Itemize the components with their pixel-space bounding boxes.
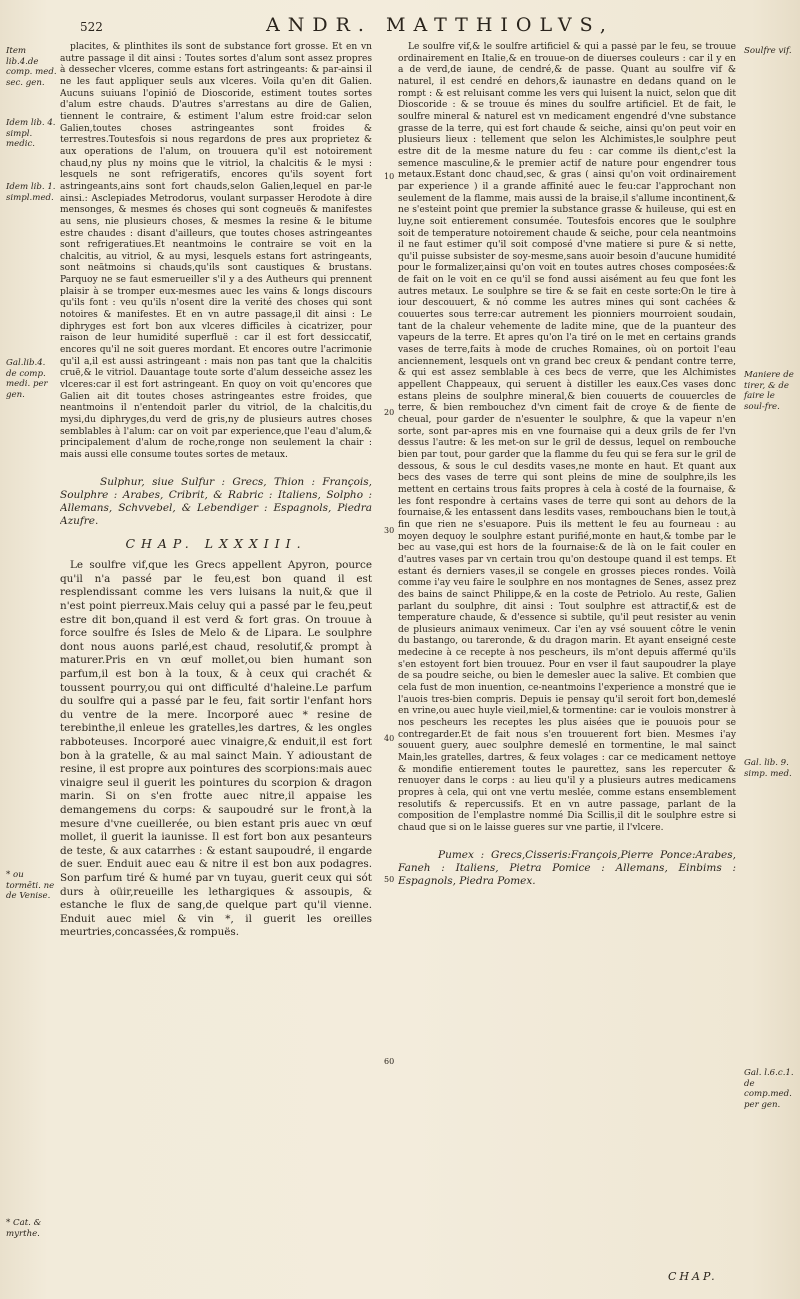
right-margin-note-1: Soulfre vif. bbox=[744, 46, 792, 56]
right-margin-note-2: Maniere de tirer, & de faire le soul-fre. bbox=[744, 370, 794, 412]
left-margin-note-4: Gal.lib.4. de comp. medi. per gen. bbox=[6, 358, 48, 400]
left-column bbox=[60, 42, 372, 1282]
left-margin-note-5: * ou tormēti. ne de Venise. bbox=[6, 870, 55, 901]
left-margin-note-6: * Cat. & myrthe. bbox=[6, 1218, 42, 1239]
page-number: 522 bbox=[80, 20, 103, 34]
left-paragraph-alum: placites, & plinthites ils sont de substance fort grosse. Et en vn autre passage il dit ainsi : Toutes sortes d'alum sont assez propres à dessecher vlceres, comme estans fort astringeants: & par-ainsi il ne les faut appliquer seuls aux vlceres. Voila qu'en dit Galien. Aucuns suiuans l'opinió de Dioscoride, estiment toutes sortes d'alum estre chauds. D'autres s'arrestans au dire de Galien, tiennent le contraire, & estiment l'alum estre froid:car selon Galien,toutes choses astringeantes sont froides & terrestres.Toutesfois si nous regardons de pres aux proprietez & aux operations de l'alum, on trouuera qu'il est notoirement chaud,ny plus ny moins que le vitriol, la chalcitis & le mysi : lesquels ne sont refrigeratifs, encores qu'ils soyent fort astringeants,ains sont fort chauds,selon Galien,lequel en par-le ainsi.: Asclepiades Metrodorus, voulant surpasser Herodote à dire mensonges, & mesmes és choses qui sont cogneuës & manifestes au sens, nie plusieurs choses, & mesmes la resine & le bitume estre chaudes : disant d'ailleurs, que toutes choses astringeantes sont refrigeratiues.Et neantmoins le contraire se voit en la chalcitis, au vitriol, & au mysi, lesquels estans fort astringeants, sont neātmoins si chauds,qu'ils sont caustiques & brustans. Parquoy ne se faut esmerueiller s'il y a des Autheurs qui prennent plaisir à se tromper eux-mesmes auec les vains & longs discours qu'ils font : veu qu'ils n'osent dire la verité des choses qui sont notoires & manifestes. Et en vn autre passage,il dit ainsi : Le diphryges est fort bon aux vlceres difficiles à cicatrizer, pour raison de leur humidité superfluë : car il est fort dessiccatif, encores qu'il ne soit gueres mordant. Et encores outre l'acrimonie qu'il a,il est aussi astringeant : mais non pas tant que la chalcitis cruë,& le vitriol. Dauantage toute sorte d'alum desseiche assez les vlceres:car il est fort astringeant. En quoy on voit qu'encores que Galien ait dit toutes choses astringeantes estre froides, que neantmoins il n'entendoit parler du vitriol, de la chalcitis,du mysi,du diphryges,du verd de gris,ny de plusieurs autres choses semblables à l'alum: car on voit par experience,que l'eau d'alum,& principalement d'alum de roche,ronge non seulement la chair : mais aussi elle consume toutes sortes de metaux. bbox=[60, 42, 372, 460]
left-margin-note-1: Item lib.4.de comp. med. sec. gen. bbox=[6, 46, 57, 88]
line-number: 50 bbox=[384, 875, 395, 884]
line-number: 60 bbox=[384, 1057, 395, 1066]
catchword: CHAP. bbox=[668, 1270, 718, 1283]
left-margin-note-2: Idem lib. 4. simpl. medic. bbox=[6, 118, 56, 149]
line-number: 30 bbox=[384, 526, 395, 535]
right-margin-note-4: Gal. l.6.c.1. de comp.med. per gen. bbox=[744, 1068, 794, 1110]
running-title: ANDR. MATTHIOLVS, bbox=[266, 14, 614, 36]
right-margin-note-3: Gal. lib. 9. simp. med. bbox=[744, 758, 792, 779]
pumex-synonyms: Pumex : Grecs,Cisseris:François,Pierre Ponce:Arabes, Faneh : Italiens, Pietra Pomice : Allemans, Einbims : Espagnols, Piedra Pomex. bbox=[398, 848, 736, 887]
right-paragraph-soulfre: Le soulfre vif,& le soulfre artificiel & qui a passé par le feu, se trouue ordinairement en Italie,& en trouue-on de diuerses couleurs : car il y en a de verd,de iaune, de cendré,& de passe. Quant au soulfre vif & naturel, il est cendré en dehors,& iaunastre en dedans quand on le rompt : & est reluisant comme les vers qui luisent la nuict, selon que dit Dioscoride : & se trouue és mines du soulfre artificiel. Et de fait, le soulfre mineral & naturel est vn medicament engendré d'vne substance grasse de la terre, qui est fort chaude & seiche, ainsi qu'on peut voir en plusieurs lieux : tellement que selon les Alchimistes,le soulphre peut estre dit de la mesme nature du feu : car comme ils dient,c'est la semence masculine,& le premier actif de nature pour engendrer tous metaux.Estant donc chaud,sec, & gras ( ainsi qu'on voit ordinairement par experience ) il a grande affinité auec le feu:car l'approchant non seulement de la flamme, mais aussi de la braise,il s'allume incontinent,& ne s'esteint point que premier la substance grasse & huileuse, qui est en luy,ne soit entierement consumée. Toutesfois encores que le soulphre soit de temperature notoirement chaude & seiche, pour cela neantmoins il ne faut estimer qu'il soit composé d'vne matiere si pure & si nette, qu'il puisse subsister de soy-mesme,sans auoir besoin d'aucune humidité pour le formalizer,ainsi qu'on voit en toutes autres choses composées:& de fait on le voit en ce qu'il se fond aussi aisément au feu que font les autres metaux. Le soulphre se tire & se fait en ceste sorte:On le tire à iour descouuert, & nó comme les autres mines qui sont cachées & couuertes sous terre:car autrement les pionniers mourroient soudain, tant de la chaleur vehemente de ladite mine, que de la puanteur des vapeurs de la terre. Et apres qu'on l'a tiré on le met en certains grands vases de terre,faits à mode de cruches Romaines, où on portoit l'eau anciennement, lesquels ont vn grand bec creux & pendant contre terre, & qui est assez semblable à ces becs de verre, que les Alchimistes appellent Chappeaux, qui seruent à distiller les eaux.Ces vases donc estans pleins de soulphre mineral,& bien couuerts de couuercles de terre, & bien rembouchez d'vn ciment fait de croye & de fiente de cheual, pour garder de n'esuenter le soulphre, & que la vapeur n'en sorte, sont par-apres mis en vne fournaise qui a deux grils de fer l'vn dessus l'autre: & les met-on sur le gril de dessus, lequel on rembouche bien par tout, pour garder que la flamme du feu qui se fera sur le gril de dessous, & sous le cul desdits vases,ne monte en haut. Et quant aux becs des vases de terre qui sont pleins de mine de soulphre,ils les mettent en certains trous faits propres à cela à costé de la fournaise, & les font respondre à certains vases de terre qui sont au dehors de la fournaise,& les entassent dans lesdits vases, rembouchans bien le tout,à fin que rien ne s'esuapore. Puis ils mettent le feu au fourneau : au moyen dequoy le soulphre estant purifié,monte en haut,& tombe par le bec au vase,qui est hors de la fournaise:& de là on le fait couler en d'autres vases par vn certain trou qu'on destoupe quand il est temps. Et estant és derniers vases,il se congele en grosses pieces rondes. Voilà comme i'ay veu faire le soulphre en nos montagnes de Senes, assez prez des bains de sainct Philippe,& en la coste de Petriolo. Au reste, Galien parlant du soulphre, dit ainsi : Tout soulphre est attractif,& est de temperature chaude, & d'essence si subtile, qu'il peut resister au venin de plusieurs animaux venimeux. Car i'en ay vsé souuent côtre le venin du bastango, ou tareronde, & du dragon marin. Et ayant enseigné ceste medecine à ce recepte à nos pescheurs, ils m'ont depuis affermé qu'ils s'en estoyent fort bien trouuez. Pour en vser il faut saupoudrer la playe de sa poudre seiche, ou bien le demesler auec la salive. Et combien que cela fust de mon inuention, ce-neantmoins l'experience a monstré que ie l'auois tres-bien compris. Depuis ie pensay qu'il seroit fort bon,demeslé en vrine,ou auec huyle vieil,miel,& tormentine: car ie voulois monstrer à nos pescheurs les receptes les plus aisées que ie pouuois pour se contregarder.Et de fait nous s'en trouuerent fort bien. Mesmes i'ay souuent guery, auec soulphre demeslé en tormentine, le mal sainct Main,les gratelles, dartres, & feux volages : car ce medicament nettoye & mondifie entierement toutes le paurettez, sans les repercuter & renuoyer dans le corps : au lieu qu'il y a plusieurs autres medicamens propres à cela, qui ont vne vertu meslée, comme estans ensemblement resolutifs & repercussifs. Et en vn autre passage, parlant de la composition de l'emplastre nommé Dia Scillis,il dit le soulphre estre si chaud que si on le laisse gueres sur vne partie, il l'vlcere. bbox=[398, 42, 736, 833]
chapter-heading: CHAP. LXXXIII. bbox=[125, 535, 307, 551]
left-paragraph-soulfre: Le soulfre vif,que les Grecs appellent Apyron, pource qu'il n'a passé par le feu,est bon quand il est resplendissant comme les vers luisans la nuit,& que il n'est point pierreux.Mais celuy qui a passé par le feu,peut estre dit bon,quand il est verd & fort gras. On trouue à force soulfre és Isles de Melo & de Lipara. Le soulphre dont nous auons parlé,est chaud, resolutif,& prompt à maturer.Pris en vn œuf mollet,ou bien humant son parfum,il est bon à la toux, & à ceux qui crachét & toussent pourry,ou qui ont difficulté d'haleine.Le parfum du soulfre qui a passé par le feu, fait sortir l'enfant hors du ventre de la mere. Incorporé auec * resine de terebinthe,il enleue les gratelles,les dartres, & les ongles rabboteuses. Incorporé auec vinaigre,& enduit,il est fort bon à la gratelle, & au mal sainct Main. Y adioustant de resine, il est propre aux pointures des scorpions:mais auec vinaigre seul il guerit les pointures du scorpion & dragon marin. Si on s'en frotte auec nitre,il appaise les demangemens du corps: & saupoudré sur le front,à la mesure d'vne cueillerée, ou bien estant pris auec vn œuf mollet, il guerit la iaunisse. Il est fort bon aux pesanteurs de teste, & aux catarrhes : & estant saupoudré, il engarde de suer. Enduit auec eau & nitre il est bon aux podagres. Son parfum tiré & humé par vn tuyau, guerit ceux qui sót durs à oüir,reueille les lethargiques & assoupis, & estanche le flux de sang,de quelque part qu'il vienne. Enduit auec miel & vin *, il guerit les oreilles meurtries,concassées,& rompuës. bbox=[60, 559, 372, 939]
line-number: 10 bbox=[384, 172, 395, 181]
page-header bbox=[60, 14, 750, 40]
left-margin-note-3: Idem lib. 1. simpl.med. bbox=[6, 182, 56, 203]
sulphur-synonyms: Sulphur, siue Sulfur : Grecs, Thion : François, Soulphre : Arabes, Cribrit, & Rabric : Italiens, Solpho : Allemans, Schvvebel, & Lebendiger : Espagnols, Piedra Azufre. bbox=[60, 475, 372, 527]
line-number: 20 bbox=[384, 408, 395, 417]
line-number: 40 bbox=[384, 734, 395, 743]
right-column bbox=[398, 42, 736, 1282]
